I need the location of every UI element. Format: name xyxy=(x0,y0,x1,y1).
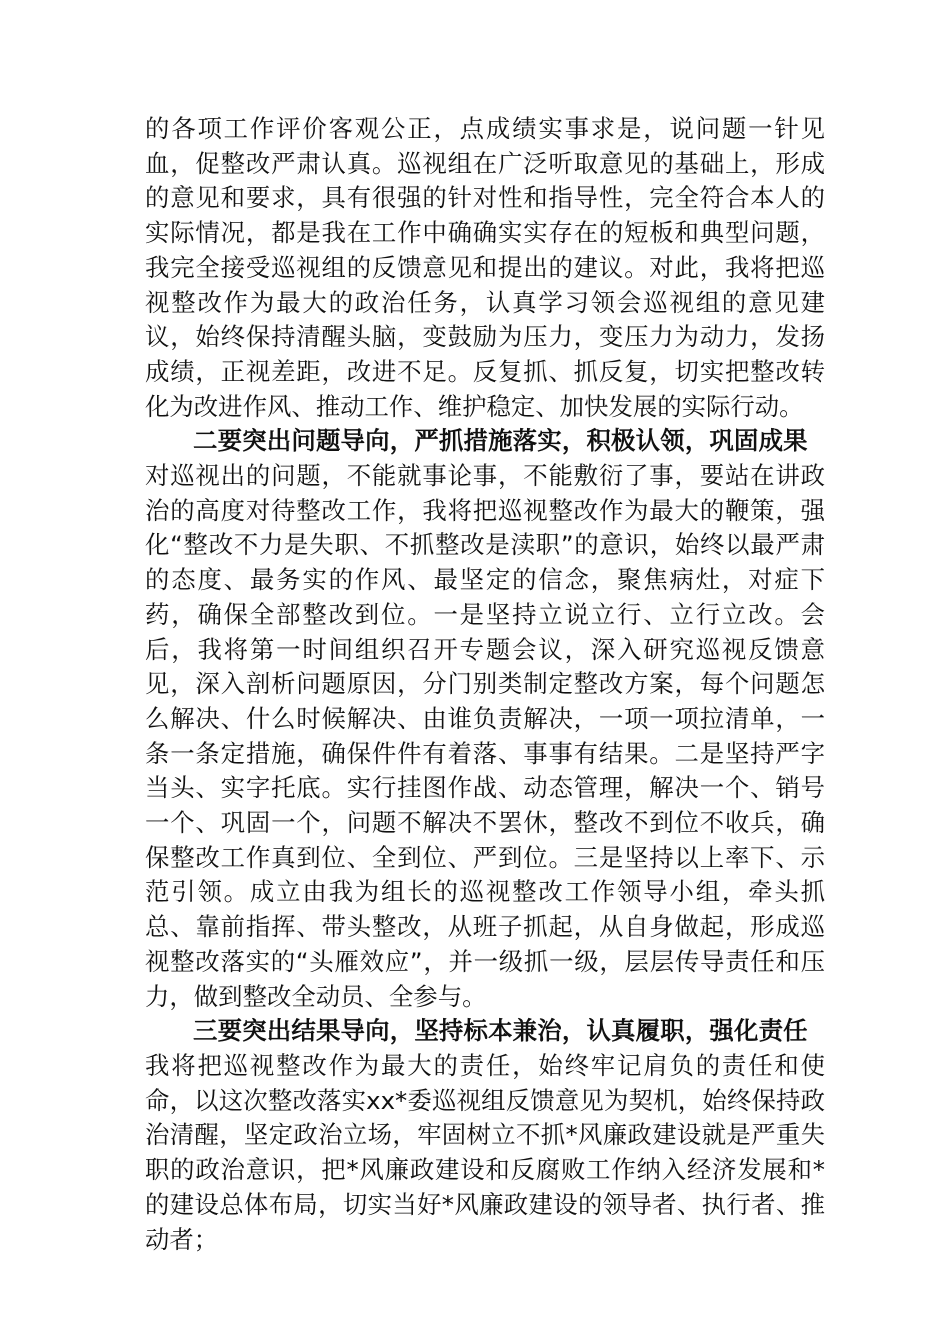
body-paragraph-1: 的各项工作评价客观公正，点成绩实事求是，说问题一针见血，促整改严肃认真。巡视组在广泛听取意见的基础上，形成的意见和要求，具有很强的针对性和指导性，完全符合本人的实际情况，都是我在工作中确确实实存在的短板和典型问题，我完全接受巡视组的反馈意见和提出的建议。对此，我将把巡视整改作为最大的政治任务，认真学习领会巡视组的意见建议，始终保持清醒头脑，变鼓励为压力，变压力为动力，发扬成绩，正视差距，改进不足。反复抓、抓反复，切实把整改转化为改进作风、推动工作、维护稳定、加快发展的实际行动。 xyxy=(145,114,825,421)
section-heading-3: 三要突出结果导向，坚持标本兼治，认真履职，强化责任 xyxy=(193,1016,808,1046)
body-paragraph-3: 我将把巡视整改作为最大的责任，始终牢记肩负的责任和使命，以这次整改落实xx*委巡视组反馈意见为契机，始终保持政治清醒，坚定政治立场，牢固树立不抓*风廉政建设就是严重失职的政治意识，把*风廉政建设和反腐败工作纳入经济发展和*的建设总体布局，切实当好*风廉政建设的领导者、执行者、推动者； xyxy=(145,1050,825,1254)
section-heading-2: 二要突出问题导向，严抓措施落实，积极认领，巩固成果 xyxy=(193,426,808,456)
body-paragraph-2: 对巡视出的问题，不能就事论事，不能敷衍了事，要站在讲政治的高度对待整改工作，我将把巡视整改作为最大的鞭策，强化“整改不力是失职、不抓整改是渎职”的意识，始终以最严肃的态度、最务实的作风、最坚定的信念，聚焦病灶，对症下药，确保全部整改到位。一是坚持立说立行、立行立改。会后，我将第一时间组织召开专题会议，深入研究巡视反馈意见，深入剖析问题原因，分门别类制定整改方案，每个问题怎么解决、什么时候解决、由谁负责解决，一项一项拉清单，一条一条定措施，确保件件有着落、事事有结果。二是坚持严字当头、实字托底。实行挂图作战、动态管理，解决一个、销号一个、巩固一个，问题不解决不罢休，整改不到位不收兵，确保整改工作真到位、全到位、严到位。三是坚持以上率下、示范引领。成立由我为组长的巡视整改工作领导小组，牵头抓总、靠前指挥、带头整改，从班子抓起，从自身做起，形成巡视整改落实的“头雁效应”，并一级抓一级，层层传导责任和压力，做到整改全动员、全参与。 xyxy=(145,461,825,1011)
document-body xyxy=(145,112,825,1257)
